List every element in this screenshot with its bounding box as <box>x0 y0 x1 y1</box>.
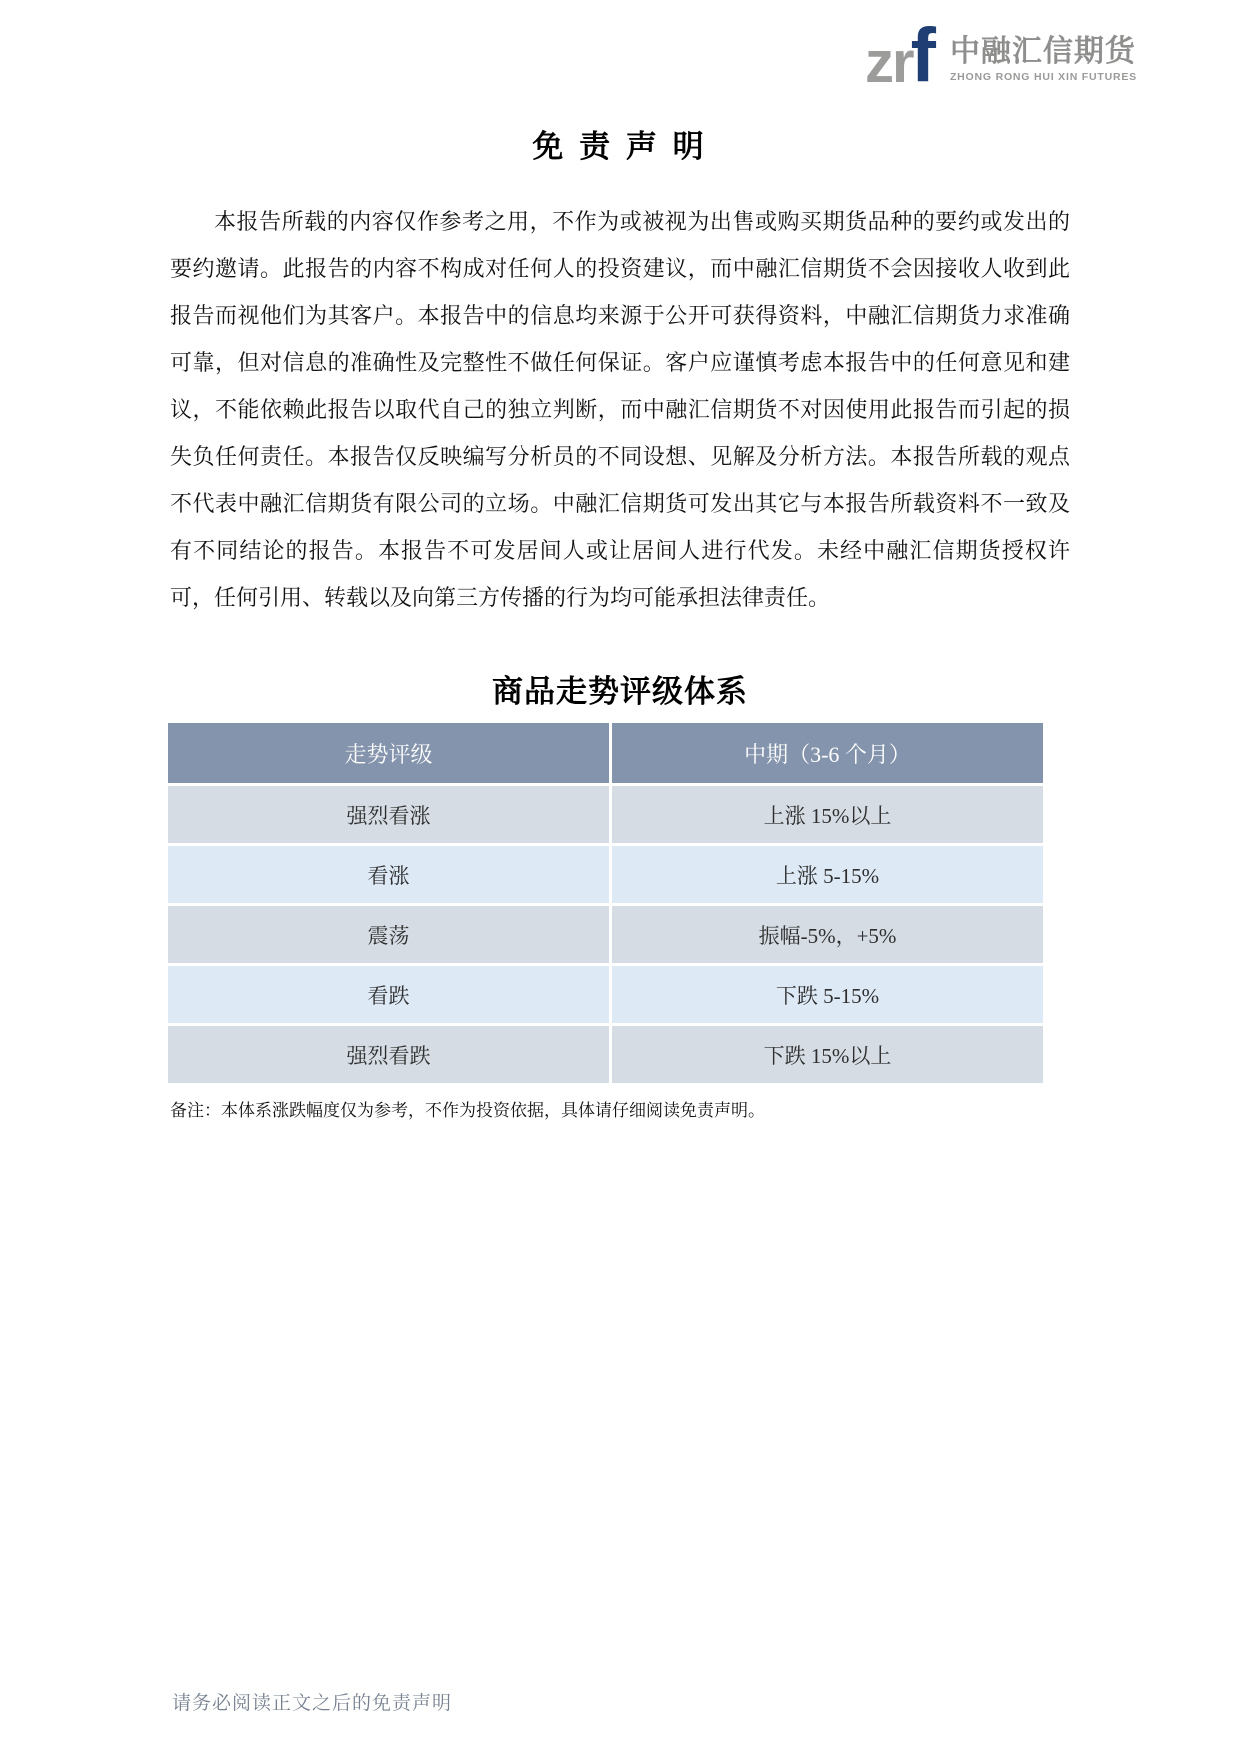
company-logo <box>865 13 1137 98</box>
table-header-midterm: 中期（3-6 个月） <box>612 723 1043 783</box>
rating-system-heading: 商品走势评级体系 <box>492 673 748 709</box>
table-row <box>168 906 1043 963</box>
logo-company-name-cn: 中融汇信期货 <box>949 35 1136 69</box>
table-cell-rating: 强烈看跌 <box>168 1026 609 1083</box>
logo-f-letter: f <box>910 13 936 98</box>
table-row <box>168 846 1043 903</box>
table-cell-range: 下跌 5-15% <box>612 966 1043 1023</box>
table-cell-rating: 震荡 <box>168 906 609 963</box>
logo-zrf-monogram <box>865 13 936 98</box>
logo-zr-letters: zr <box>865 30 913 96</box>
table-cell-rating: 强烈看涨 <box>168 786 609 843</box>
rating-table <box>168 723 1043 1083</box>
logo-company-name-en: ZHONG RONG HUI XIN FUTURES <box>949 71 1137 84</box>
table-row <box>168 1026 1043 1083</box>
table-row <box>168 786 1043 843</box>
disclaimer-paragraph: 本报告所载的内容仅作参考之用，不作为或被视为出售或购买期货品种的要约或发出的要约邀请。此报告的内容不构成对任何人的投资建议，而中融汇信期货不会因接收人收到此报告而视他们为其客户。本报告中的信息均来源于公开可获得资料，中融汇信期货力求准确可靠，但对信息的准确性及完整性不做任何保证。客户应谨慎考虑本报告中的任何意见和建议，不能依赖此报告以取代自己的独立判断，而中融汇信期货不对因使用此报告而引起的损失负任何责任。本报告仅反映编写分析员的不同设想、见解及分析方法。本报告所载的观点不代表中融汇信期货有限公司的立场。中融汇信期货可发出其它与本报告所载资料不一致及有不同结论的报告。本报告不可发居间人或让居间人进行代发。未经中融汇信期货授权许可，任何引用、转载以及向第三方传播的行为均可能承担法律责任。 <box>170 209 1070 610</box>
table-header-row <box>168 723 1043 783</box>
table-cell-range: 上涨 15%以上 <box>612 786 1043 843</box>
table-cell-rating: 看跌 <box>168 966 609 1023</box>
table-cell-rating: 看涨 <box>168 846 609 903</box>
rating-table-note: 备注：本体系涨跌幅度仅为参考，不作为投资依据，具体请仔细阅读免责声明。 <box>170 1101 765 1120</box>
table-row <box>168 966 1043 1023</box>
footer-disclaimer-reminder: 请务必阅读正文之后的免责声明 <box>172 1693 453 1714</box>
table-header-rating: 走势评级 <box>168 723 609 783</box>
table-cell-range: 上涨 5-15% <box>612 846 1043 903</box>
table-cell-range: 下跌 15%以上 <box>612 1026 1043 1083</box>
logo-wordmark <box>950 35 1137 85</box>
table-cell-range: 振幅-5%，+5% <box>612 906 1043 963</box>
page-title: 免 责 声 明 <box>532 128 708 164</box>
